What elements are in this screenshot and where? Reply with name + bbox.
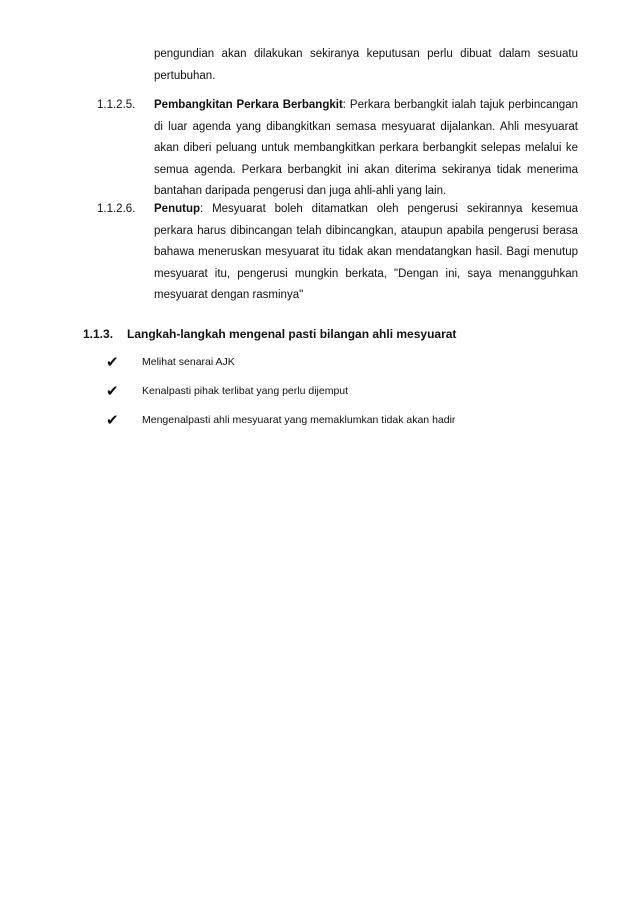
- checklist-item: [106, 381, 526, 401]
- item-text: : Mesyuarat boleh ditamatkan oleh pengerusi sekirannya kesemua perkara harus dibincangan telah dibincangkan, ataupun apabila pengerusi berasa bahawa meneruskan mesyuarat itu tidak akan mendatangkan hasil. Bagi menutup mesyuarat itu, pengerusi mungkin berkata, "Dengan ini, saya menangguhkan mesyuarat dengan rasminya": [154, 203, 578, 301]
- checklist-item-text: Mengenalpasti ahli mesyuarat yang memaklumkan tidak akan hadir: [142, 414, 456, 426]
- section-title: Langkah-langkah mengenal pasti bilangan ahli mesyuarat: [127, 327, 457, 341]
- checklist-item: [106, 352, 526, 372]
- continuation-paragraph: pengundian akan dilakukan sekiranya keputusan perlu dibuat dalam sesuatu pertubuhan.: [154, 48, 578, 82]
- item-number: 1.1.2.5.: [97, 99, 136, 111]
- item-text: : Perkara berbangkit ialah tajuk perbincangan di luar agenda yang dibangkitkan semasa mesyuarat dijalankan. Ahli mesyuarat akan diberi peluang untuk membangkitkan perkara berbangkit selepas melalui ke semua agenda. Perkara berbangkit ini akan diterima sekiranya tidak menerima bantahan daripada pengerusi dan juga ahli-ahli yang lain.: [154, 99, 578, 197]
- checklist-item-text: Kenalpasti pihak terlibat yang perlu dijemput: [142, 385, 349, 397]
- check-mark-icon: ✔: [106, 382, 119, 400]
- item-number: 1.1.2.6.: [97, 203, 136, 215]
- item-body: [154, 199, 578, 307]
- check-mark-icon: ✔: [106, 353, 119, 371]
- check-mark-icon: ✔: [106, 411, 119, 429]
- item-body: [154, 95, 578, 203]
- checklist-item-text: Melihat senarai AJK: [142, 356, 235, 368]
- checklist-item: [106, 410, 526, 430]
- item-term: Penutup: [154, 203, 200, 215]
- section-heading: [83, 324, 456, 344]
- item-term: Pembangkitan Perkara Berbangkit: [154, 99, 343, 111]
- section-number: 1.1.3.: [83, 327, 114, 341]
